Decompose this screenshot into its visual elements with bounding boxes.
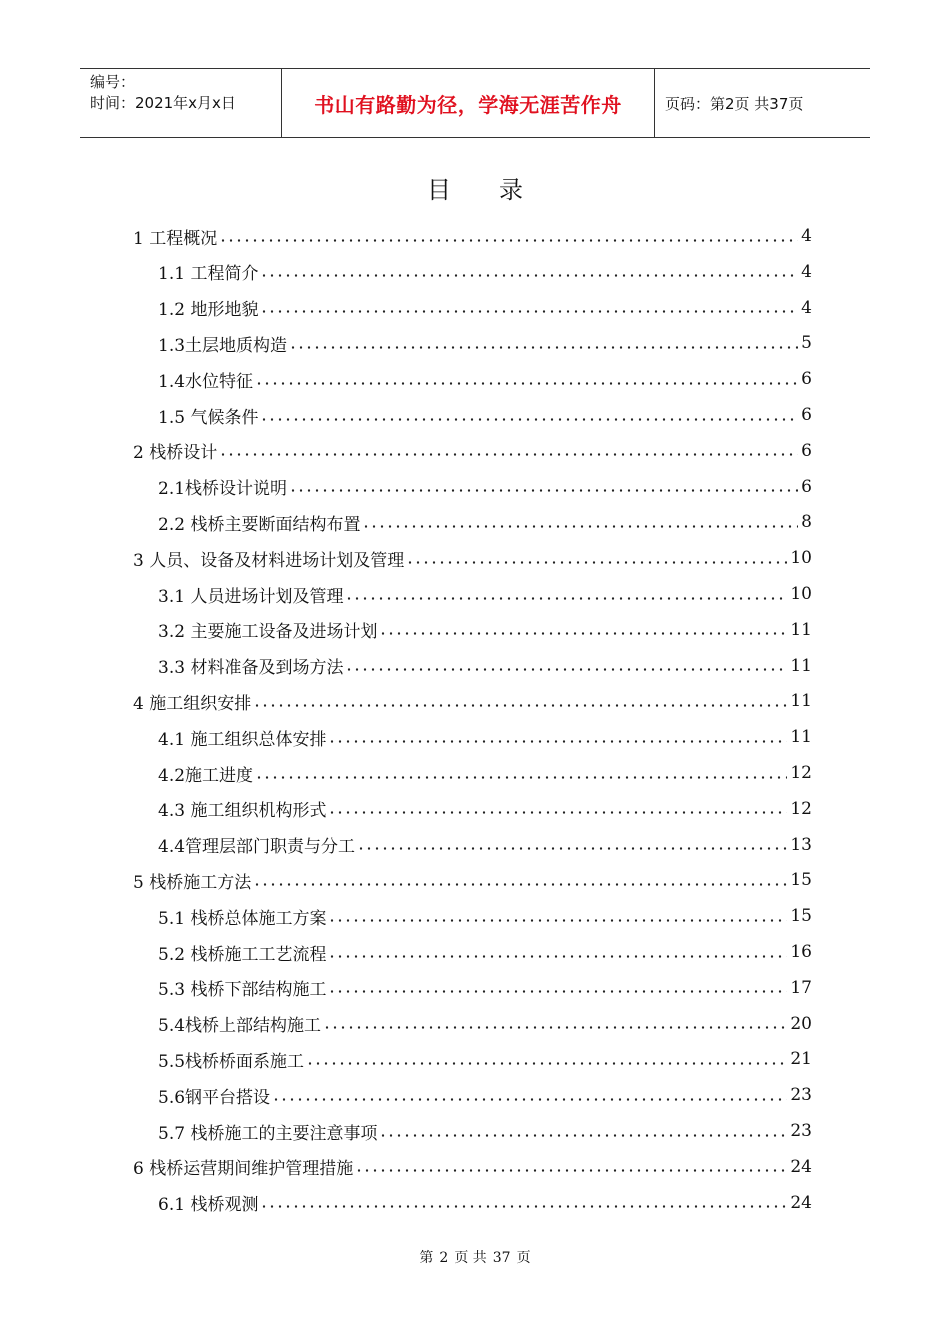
toc-entry[interactable]	[158, 791, 812, 827]
toc-entry-page: 11	[790, 727, 812, 748]
toc-entry-label: 6.1 栈桥观测	[158, 1195, 259, 1216]
toc-entry-label: 2.2 栈桥主要断面结构布置	[158, 514, 361, 535]
toc-entry-page: 11	[790, 691, 812, 712]
toc-entry[interactable]	[133, 218, 812, 254]
toc-entry[interactable]	[133, 433, 812, 469]
toc-entry[interactable]	[158, 648, 812, 684]
toc-dot-leader	[328, 919, 787, 922]
toc-entry-page: 16	[790, 942, 812, 962]
toc-entry-page: 11	[790, 619, 812, 640]
toc-entry[interactable]	[158, 1006, 812, 1042]
header-motto: 书山有路勤为径，学海无涯苦作舟	[314, 92, 622, 117]
toc-entry-label: 5.5栈桥桥面系施工	[158, 1051, 305, 1072]
toc-dot-leader	[328, 740, 787, 743]
toc-entry-label: 5.7 栈桥施工的主要注意事项	[158, 1123, 378, 1144]
footer-mid: 页 共	[454, 1250, 487, 1266]
footer-total-pages: 37	[492, 1250, 511, 1266]
toc-entry-page: 23	[790, 1085, 812, 1106]
toc-entry[interactable]	[158, 934, 812, 970]
toc-entry[interactable]	[133, 862, 812, 898]
toc-entry[interactable]	[158, 1041, 812, 1077]
toc-entry-page: 15	[790, 870, 812, 891]
toc-entry[interactable]	[133, 1149, 812, 1185]
header-page-info-cell	[655, 69, 870, 137]
toc-entry-page: 5	[801, 333, 812, 354]
toc-dot-leader	[345, 597, 787, 600]
toc-dot-leader	[306, 1062, 787, 1065]
toc-entry[interactable]	[158, 755, 812, 791]
header-date: 时间：2021年x月x日	[90, 94, 236, 112]
toc-entry-page: 13	[790, 834, 812, 855]
toc-entry[interactable]	[158, 254, 812, 290]
toc-entry-page: 11	[790, 655, 812, 676]
toc-entry-label: 4.3 施工组织机构形式	[158, 801, 327, 822]
toc-entry-label: 5 栈桥施工方法	[133, 872, 252, 893]
toc-entry[interactable]	[158, 504, 812, 540]
toc-entry-label: 1.5 气候条件	[158, 407, 259, 428]
toc-entry-label: 1.2 地形地貌	[158, 300, 259, 321]
toc-dot-leader	[355, 1169, 787, 1172]
toc-entry-page: 10	[790, 584, 812, 604]
toc-dot-leader	[255, 382, 798, 385]
header-number-label: 编号：	[90, 73, 136, 91]
toc-dot-leader	[345, 668, 787, 671]
toc-entry-label: 5.4栈桥上部结构施工	[158, 1016, 322, 1037]
toc-dot-leader	[260, 1205, 787, 1208]
toc-entry-label: 5.1 栈桥总体施工方案	[158, 908, 327, 929]
toc-entry-label: 5.6钢平台搭设	[158, 1087, 271, 1108]
toc-entry-label: 3.3 材料准备及到场方法	[158, 658, 344, 679]
page-footer	[0, 1247, 950, 1267]
toc-dot-leader	[255, 776, 787, 779]
toc-entry-page: 15	[790, 906, 812, 927]
toc-entry-page: 8	[801, 512, 812, 533]
toc-dot-leader	[253, 704, 787, 707]
header-page-info: 页码：第2页 共37页	[665, 94, 804, 113]
footer-post: 页	[516, 1250, 531, 1266]
toc-entry[interactable]	[133, 540, 812, 576]
toc-entry-label: 2.1栈桥设计说明	[158, 479, 288, 500]
toc-entry-page: 4	[801, 297, 812, 318]
toc-dot-leader	[272, 1098, 787, 1101]
toc-entry-label: 1.4水位特征	[158, 371, 254, 392]
toc-entry[interactable]	[133, 683, 812, 719]
toc-dot-leader	[323, 1026, 787, 1029]
toc-entry[interactable]	[158, 898, 812, 934]
toc-entry[interactable]	[158, 970, 812, 1006]
toc-entry-label: 6 栈桥运营期间维护管理措施	[133, 1159, 354, 1180]
toc-entry-label: 1 工程概况	[133, 228, 218, 249]
toc-entry[interactable]	[158, 827, 812, 863]
toc-entry-label: 5.3 栈桥下部结构施工	[158, 980, 327, 1001]
header-motto-cell	[282, 69, 655, 137]
toc-entry-label: 3.1 人员进场计划及管理	[158, 586, 344, 607]
header-meta	[80, 69, 282, 137]
toc-entry-page: 12	[790, 798, 812, 819]
toc-entry-page: 24	[790, 1192, 812, 1213]
toc-dot-leader	[328, 955, 787, 958]
toc-entry-page: 4	[801, 261, 812, 282]
toc-entry-page: 20	[790, 1013, 812, 1034]
toc-entry-page: 6	[801, 476, 812, 497]
toc-entry-page: 21	[790, 1049, 812, 1070]
footer-pre: 第	[419, 1250, 434, 1266]
toc-entry-label: 5.2 栈桥施工工艺流程	[158, 944, 327, 965]
toc-dot-leader	[379, 632, 787, 635]
toc-entry-page: 6	[801, 440, 812, 461]
toc-entry-page: 24	[790, 1156, 812, 1177]
toc-entry-label: 3.2 主要施工设备及进场计划	[158, 622, 378, 643]
toc-entry[interactable]	[158, 1185, 812, 1221]
toc-entry-page: 23	[790, 1121, 812, 1141]
toc-dot-leader	[253, 883, 787, 886]
toc-entry-page: 4	[801, 226, 812, 246]
toc-entry-label: 3 人员、设备及材料进场计划及管理	[133, 550, 405, 571]
toc-dot-leader	[406, 561, 787, 564]
toc-entry-label: 2 栈桥设计	[133, 443, 218, 464]
toc-dot-leader	[219, 239, 798, 242]
toc-entry-label: 1.1 工程简介	[158, 264, 259, 285]
toc-dot-leader	[379, 1134, 787, 1137]
toc-entry-label: 4.4管理层部门职责与分工	[158, 837, 356, 858]
toc-entry[interactable]	[158, 576, 812, 612]
toc-dot-leader	[260, 310, 798, 313]
toc-dot-leader	[357, 847, 787, 850]
toc-dot-leader	[289, 489, 798, 492]
toc-entry-page: 6	[801, 405, 812, 425]
toc-entry[interactable]	[158, 397, 812, 433]
toc-dot-leader	[219, 453, 798, 456]
page-header	[80, 68, 870, 138]
toc-entry[interactable]	[158, 1077, 812, 1113]
toc-title: 目录	[427, 176, 571, 204]
toc-entry-label: 4 施工组织安排	[133, 693, 252, 714]
toc-entry-page: 12	[790, 763, 812, 783]
footer-current-page: 2	[439, 1250, 449, 1266]
toc-entry-page: 17	[790, 977, 812, 998]
toc-dot-leader	[328, 990, 787, 993]
toc-entry[interactable]	[158, 612, 812, 648]
toc-entry[interactable]	[158, 361, 812, 397]
toc-entry[interactable]	[158, 325, 812, 361]
toc-entry[interactable]	[158, 719, 812, 755]
toc-entry-page: 6	[801, 369, 812, 390]
toc-dot-leader	[260, 418, 798, 421]
toc-entry[interactable]	[158, 1113, 812, 1149]
toc-entry-label: 4.1 施工组织总体安排	[158, 729, 327, 750]
toc-dot-leader	[328, 811, 787, 814]
toc-entry[interactable]	[158, 469, 812, 505]
toc-entry-page: 10	[790, 548, 812, 569]
toc-entry-label: 1.3土层地质构造	[158, 335, 288, 356]
toc-dot-leader	[260, 274, 798, 277]
toc-dot-leader	[362, 525, 798, 528]
toc-dot-leader	[289, 346, 798, 349]
toc-entry[interactable]	[158, 290, 812, 326]
toc-entry-label: 4.2施工进度	[158, 765, 254, 786]
